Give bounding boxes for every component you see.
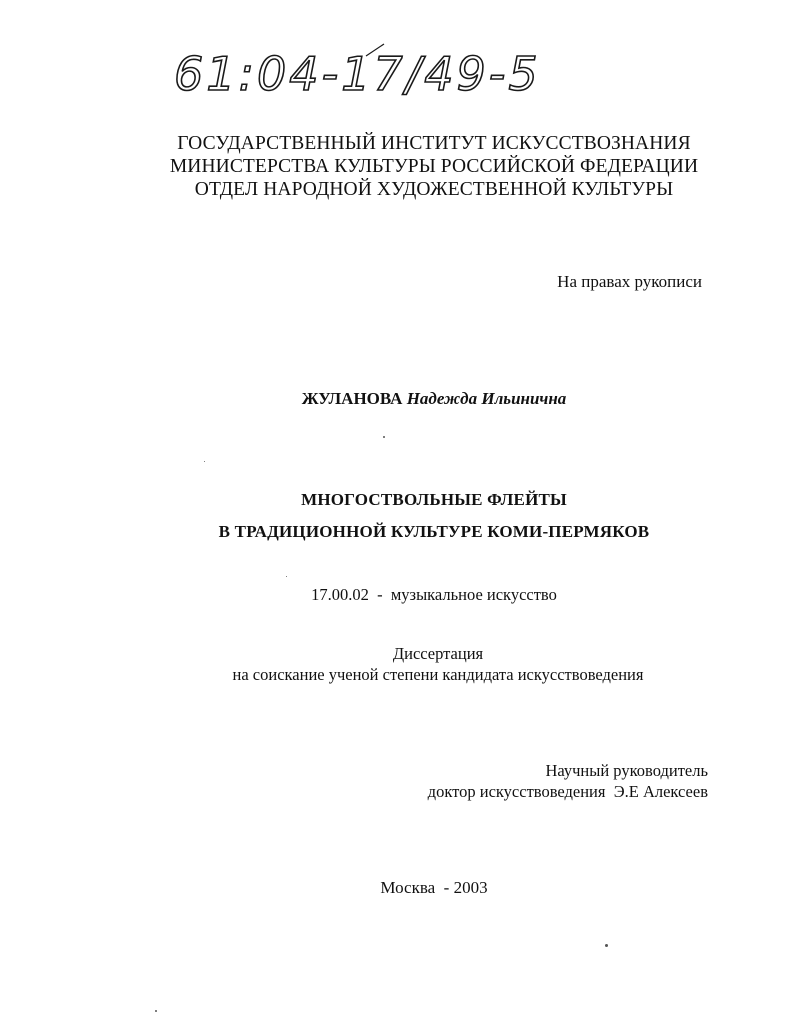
institution-header	[0, 132, 794, 201]
dissertation-purpose: на соискание ученой степени кандидата искусствоведения	[232, 665, 644, 684]
scan-speck	[286, 576, 287, 577]
advisor-role: Научный руководитель	[545, 761, 708, 780]
archive-number-handwritten	[170, 38, 541, 110]
scan-speck	[204, 461, 205, 462]
archive-number-drawing	[170, 38, 541, 110]
title-line-1: МНОГОСТВОЛЬНЫЕ ФЛЕЙТЫ	[301, 490, 567, 509]
dissertation-description	[0, 643, 794, 685]
scan-speck	[383, 436, 385, 438]
manuscript-note: На правах рукописи	[557, 272, 702, 291]
scientific-advisor	[428, 760, 708, 802]
title-line-2: В ТРАДИЦИОННОЙ КУЛЬТУРЕ КОМИ-ПЕРМЯКОВ	[218, 522, 650, 541]
author-given-names: Надежда Ильинична	[406, 389, 567, 408]
scan-speck	[155, 1010, 157, 1012]
advisor-name: доктор искусствоведения Э.Е Алексеев	[427, 782, 708, 801]
institution-line-1: ГОСУДАРСТВЕННЫЙ ИНСТИТУТ ИСКУССТВОЗНАНИЯ	[177, 133, 691, 154]
author-name	[0, 389, 794, 409]
archive-number-text: 61:04-17/49-5	[174, 47, 541, 101]
dissertation-title	[0, 484, 794, 548]
specialty-code: 17.00.02 - музыкальное искусство	[311, 585, 557, 604]
author-surname: ЖУЛАНОВА	[301, 389, 403, 408]
place-and-year: Москва - 2003	[380, 878, 488, 897]
scan-speck	[605, 944, 608, 947]
institution-line-2: МИНИСТЕРСТВА КУЛЬТУРЫ РОССИЙСКОЙ ФЕДЕРАЦИИ	[169, 156, 699, 177]
institution-line-3: ОТДЕЛ НАРОДНОЙ ХУДОЖЕСТВЕННОЙ КУЛЬТУРЫ	[194, 179, 674, 200]
dissertation-type: Диссертация	[392, 644, 484, 663]
